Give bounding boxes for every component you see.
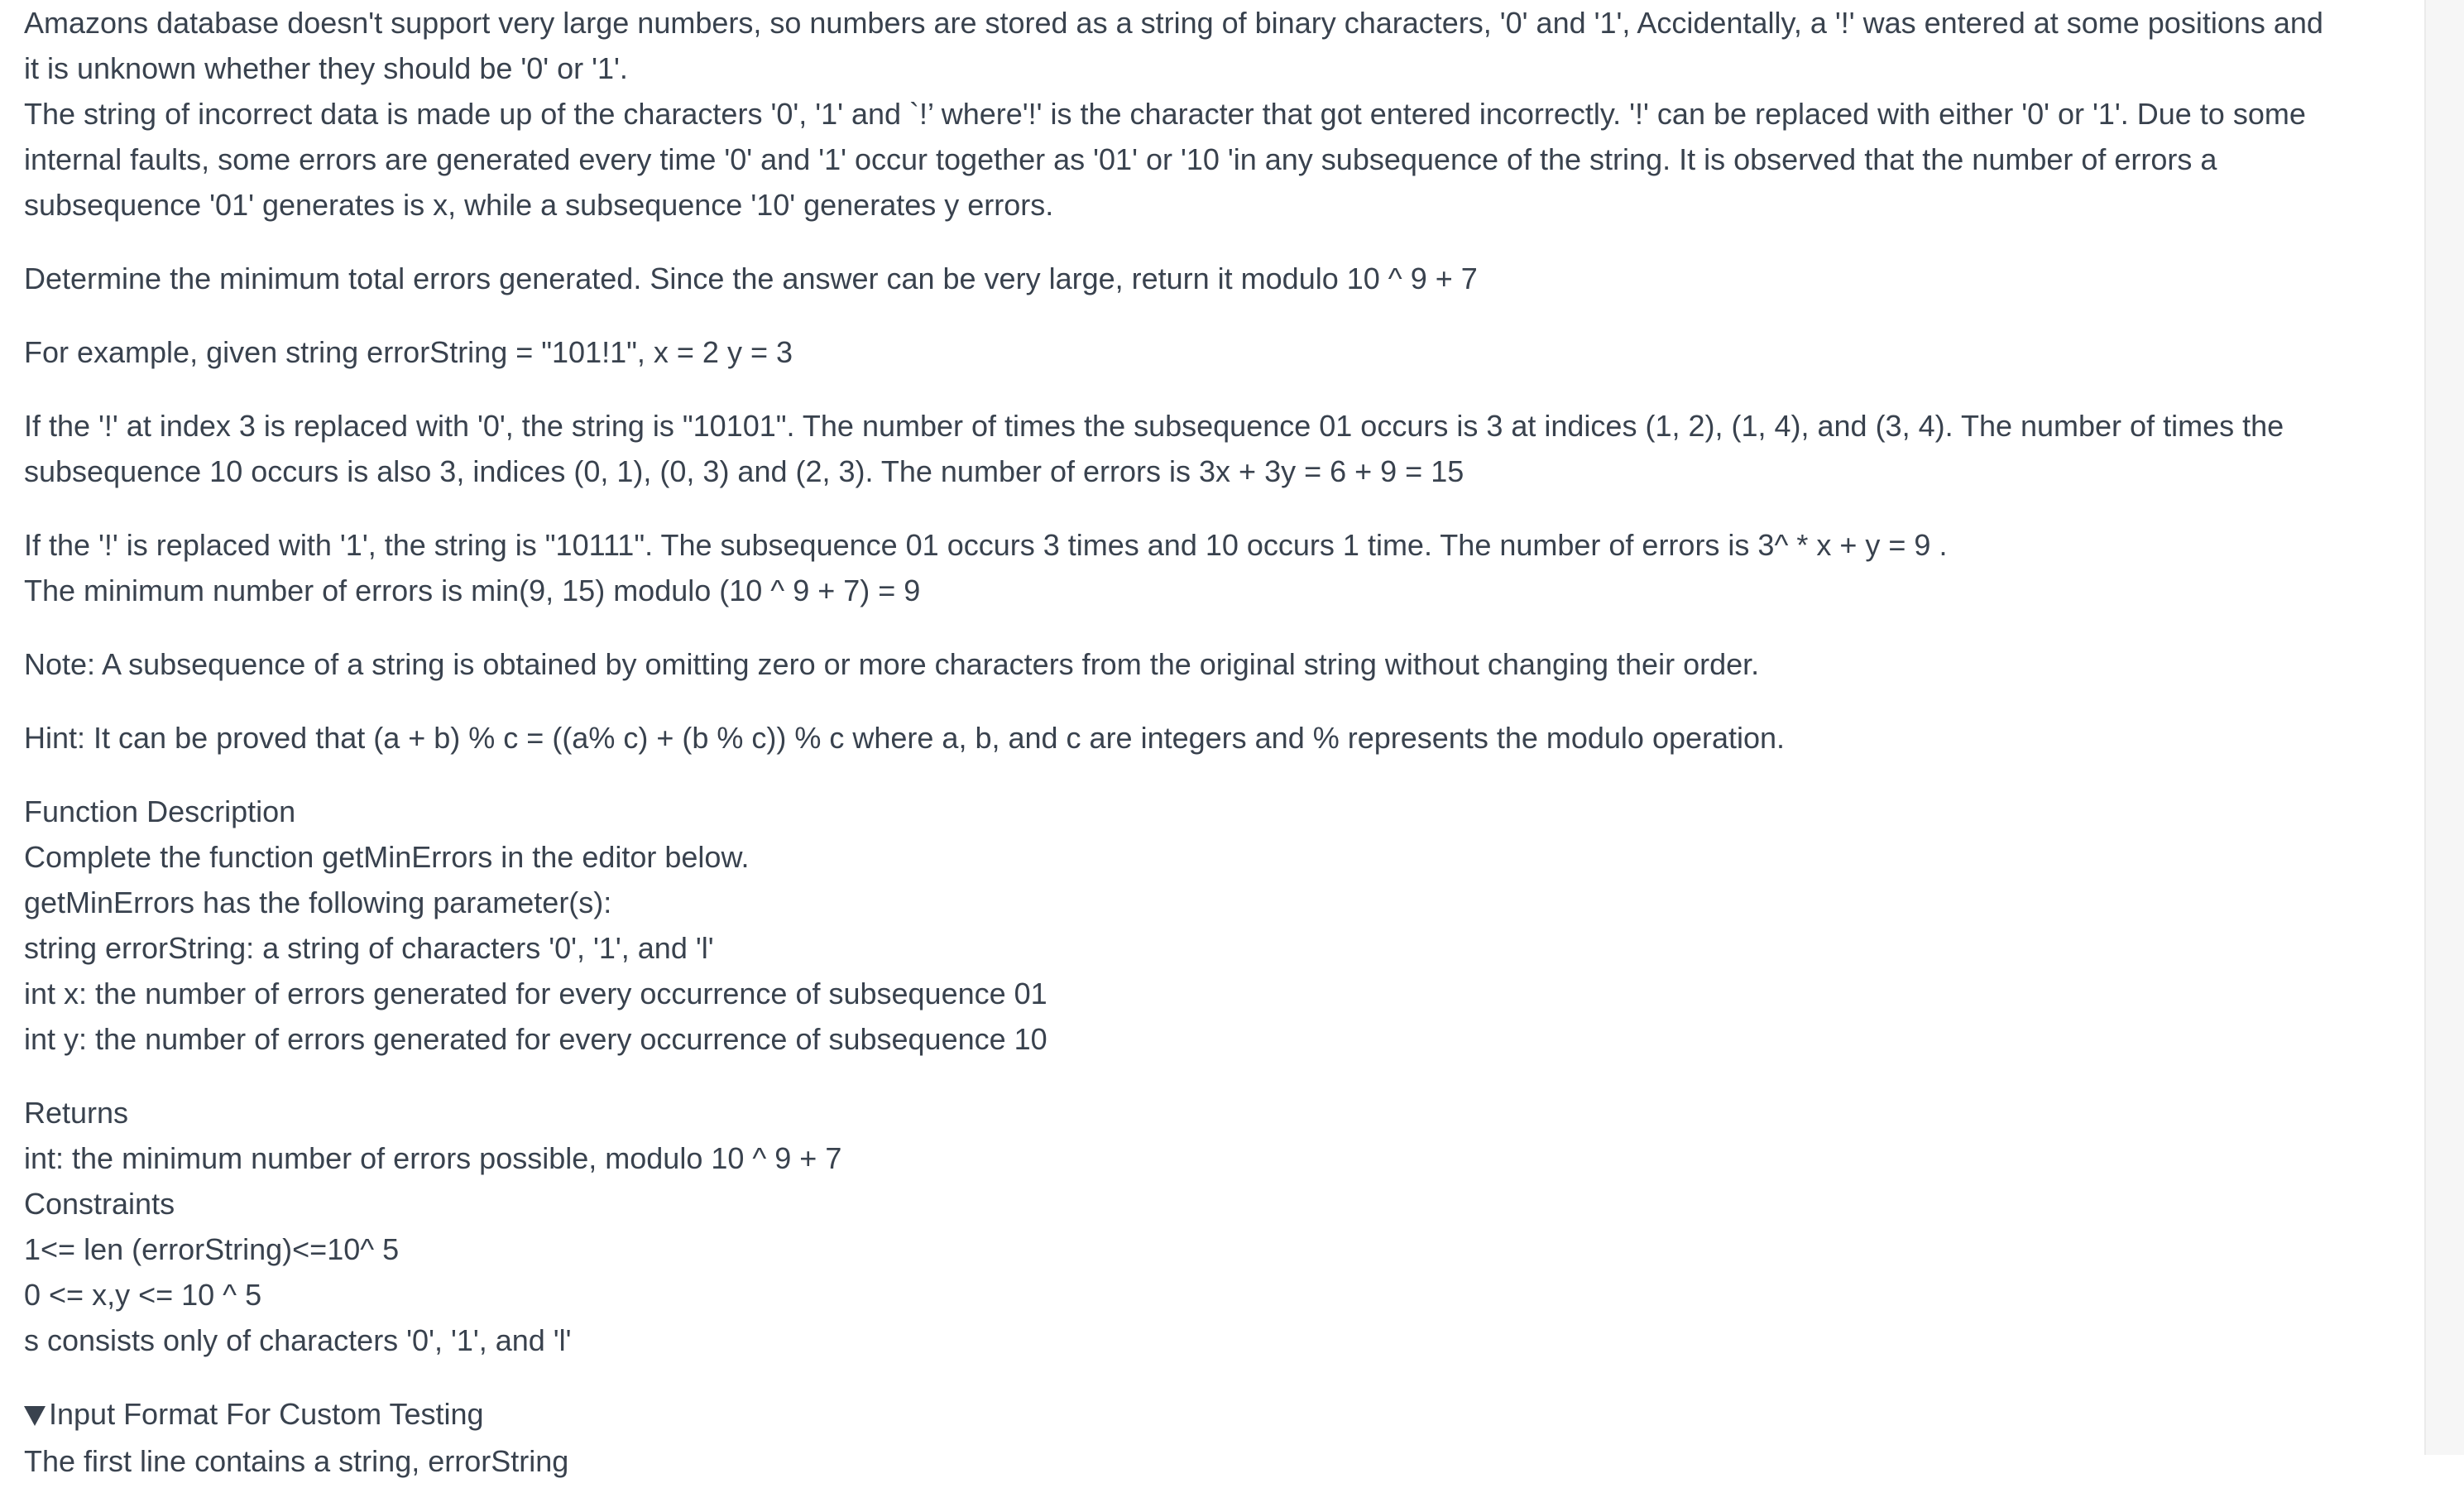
case-zero-line: If the '!' at index 3 is replaced with '0', the string is "10101". The number of times the subsequence 01 occurs is 3 at indices (1, 2), (1, 4), and (3, 4). The number of times the [24,409,2284,443]
input-format-label: Input Format For Custom Testing [49,1397,484,1431]
returns-line: int: the minimum number of errors possible, modulo 10 ^ 9 + 7 [24,1141,842,1175]
hint-text: Hint: It can be proved that (a + b) % c = ((a% c) + (b % c)) % c where a, b, and c are integers and % represents the modulo operation. [24,721,1786,755]
case-one-line: If the '!' is replaced with '1', the string is "10111". The subsequence 01 occurs 3 times and 10 occurs 1 time. The number of errors is 3^ * x + y = 9 . [24,528,1948,562]
case-one-paragraph [24,522,2407,613]
input-format-line: The first line contains a string, errorString [24,1443,569,1478]
parameter-line: string errorString: a string of characters '0', '1', and 'l' [24,931,714,965]
intro-line: The string of incorrect data is made up of the characters '0', '1' and `!’ where'!' is the character that got entered incorrectly. '!' can be replaced with either '0' or '1'. Due to some [24,97,2306,131]
constraint-line: 1<= len (errorString)<=10^ 5 [24,1232,400,1266]
function-description-line: Complete the function getMinErrors in the editor below. [24,840,750,874]
case-one-line: The minimum number of errors is min(9, 15) modulo (10 ^ 9 + 7) = 9 [24,574,921,607]
note-paragraph [24,641,2407,687]
returns-section [24,1090,2407,1181]
problem-statement [24,0,2407,1512]
constraints-heading: Constraints [24,1187,175,1221]
case-zero-paragraph [24,403,2407,494]
parameter-line: int x: the number of errors generated for every occurrence of subsequence 01 [24,977,1047,1010]
intro-line: internal faults, some errors are generated every time '0' and '1' occur together as '01' or '10 'in any subsequence of the string. It is observed that the number of errors a [24,142,2217,176]
example-text: For example, given string errorString = "101!1", x = 2 y = 3 [24,335,793,369]
intro-paragraph [24,0,2407,228]
returns-heading: Returns [24,1096,129,1130]
intro-line: Amazons database doesn't support very large numbers, so numbers are stored as a string of binary characters, '0' and '1', Accidentally, a '!' was entered at some positions and [24,6,2323,40]
function-description-section [24,789,2407,1062]
determine-paragraph [24,256,2407,301]
triangle-down-icon [24,1406,46,1426]
hint-paragraph [24,715,2407,761]
constraints-section [24,1181,2407,1363]
determine-text: Determine the minimum total errors generated. Since the answer can be very large, return it modulo 10 ^ 9 + 7 [24,262,1478,295]
intro-line: subsequence '01' generates is x, while a subsequence '10' generates y errors. [24,188,1054,222]
function-description-heading: Function Description [24,794,296,828]
constraint-line: s consists only of characters '0', '1', and 'l' [24,1323,572,1357]
input-format-toggle[interactable] [24,1391,484,1437]
vertical-scrollbar[interactable] [2424,0,2464,1455]
function-description-line: getMinErrors has the following parameter(s): [24,886,612,919]
parameter-line: int y: the number of errors generated for every occurrence of subsequence 10 [24,1022,1047,1056]
intro-line: it is unknown whether they should be '0' or '1'. [24,51,628,85]
constraint-line: 0 <= x,y <= 10 ^ 5 [24,1278,262,1312]
input-format-section [24,1391,2407,1484]
note-text: Note: A subsequence of a string is obtained by omitting zero or more characters from the original string without changing their order. [24,647,1760,681]
example-paragraph [24,329,2407,375]
case-zero-line: subsequence 10 occurs is also 3, indices (0, 1), (0, 3) and (2, 3). The number of errors is 3x + 3y = 6 + 9 = 15 [24,454,1464,488]
